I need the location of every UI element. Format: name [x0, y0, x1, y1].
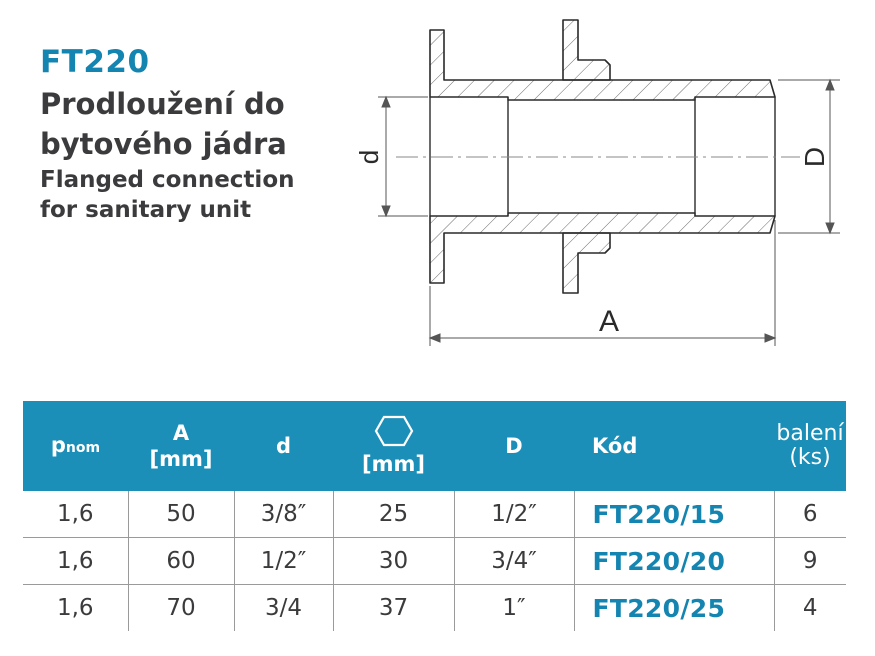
- label-A: A: [598, 305, 620, 338]
- cell-kod: FT220/15: [574, 491, 774, 538]
- cell-d: 3/8″: [234, 491, 333, 538]
- spec-table: [23, 401, 846, 631]
- header-baleni-line1: balení: [776, 421, 844, 446]
- cell-pnom: 1,6: [23, 585, 128, 632]
- cell-d: 3/4: [234, 585, 333, 632]
- header-kod: Kód: [574, 401, 774, 491]
- product-code: FT220: [40, 44, 150, 80]
- cell-baleni: 9: [774, 538, 846, 585]
- cell-D: 1/2″: [454, 491, 574, 538]
- header-A-line2: [mm]: [149, 447, 213, 471]
- table-row: [23, 491, 846, 538]
- header-baleni: [774, 401, 846, 491]
- lower-wall-section: [430, 213, 775, 293]
- cell-A: 50: [128, 491, 234, 538]
- cell-D: 3/4″: [454, 538, 574, 585]
- cell-kod: FT220/20: [574, 538, 774, 585]
- cell-baleni: 4: [802, 595, 818, 621]
- cell-hex: 25: [333, 491, 454, 538]
- product-name-cz-line2: bytového jádra: [40, 127, 287, 161]
- cell-pnom: 1,6: [23, 538, 128, 585]
- header-baleni-line2: (ks): [789, 445, 831, 470]
- header-hex-unit: [mm]: [362, 452, 425, 476]
- upper-wall-section: [430, 20, 775, 100]
- product-name-en-line2: for sanitary unit: [40, 197, 252, 223]
- header-d: d: [234, 401, 333, 491]
- table-row: [23, 585, 846, 632]
- cell-kod: FT220/25: [574, 585, 774, 632]
- label-D: D: [799, 146, 830, 168]
- table-row: [23, 538, 846, 585]
- hexagon-icon: [374, 415, 414, 447]
- cell-baleni: 6: [774, 491, 846, 538]
- header-A: [128, 401, 234, 491]
- cell-hex: 37: [333, 585, 454, 632]
- cell-pnom: 1,6: [23, 491, 128, 538]
- header-D: D: [454, 401, 574, 491]
- product-name-en-line1: Flanged connection: [40, 167, 295, 193]
- header-pnom: [23, 401, 128, 491]
- cell-d: 1/2″: [234, 538, 333, 585]
- header-A-line1: A: [172, 421, 190, 445]
- cell-D: 1″: [454, 585, 574, 632]
- product-name-cz-line1: Prodloužení do: [40, 87, 285, 121]
- label-d: d: [354, 149, 384, 165]
- cell-hex: 30: [333, 538, 454, 585]
- cell-A: 60: [128, 538, 234, 585]
- table-header-row: [23, 401, 846, 491]
- header-pnom-main: p: [50, 432, 66, 457]
- header-hex: [333, 401, 454, 491]
- cell-A: 70: [128, 585, 234, 632]
- header-pnom-sub: nom: [65, 439, 101, 456]
